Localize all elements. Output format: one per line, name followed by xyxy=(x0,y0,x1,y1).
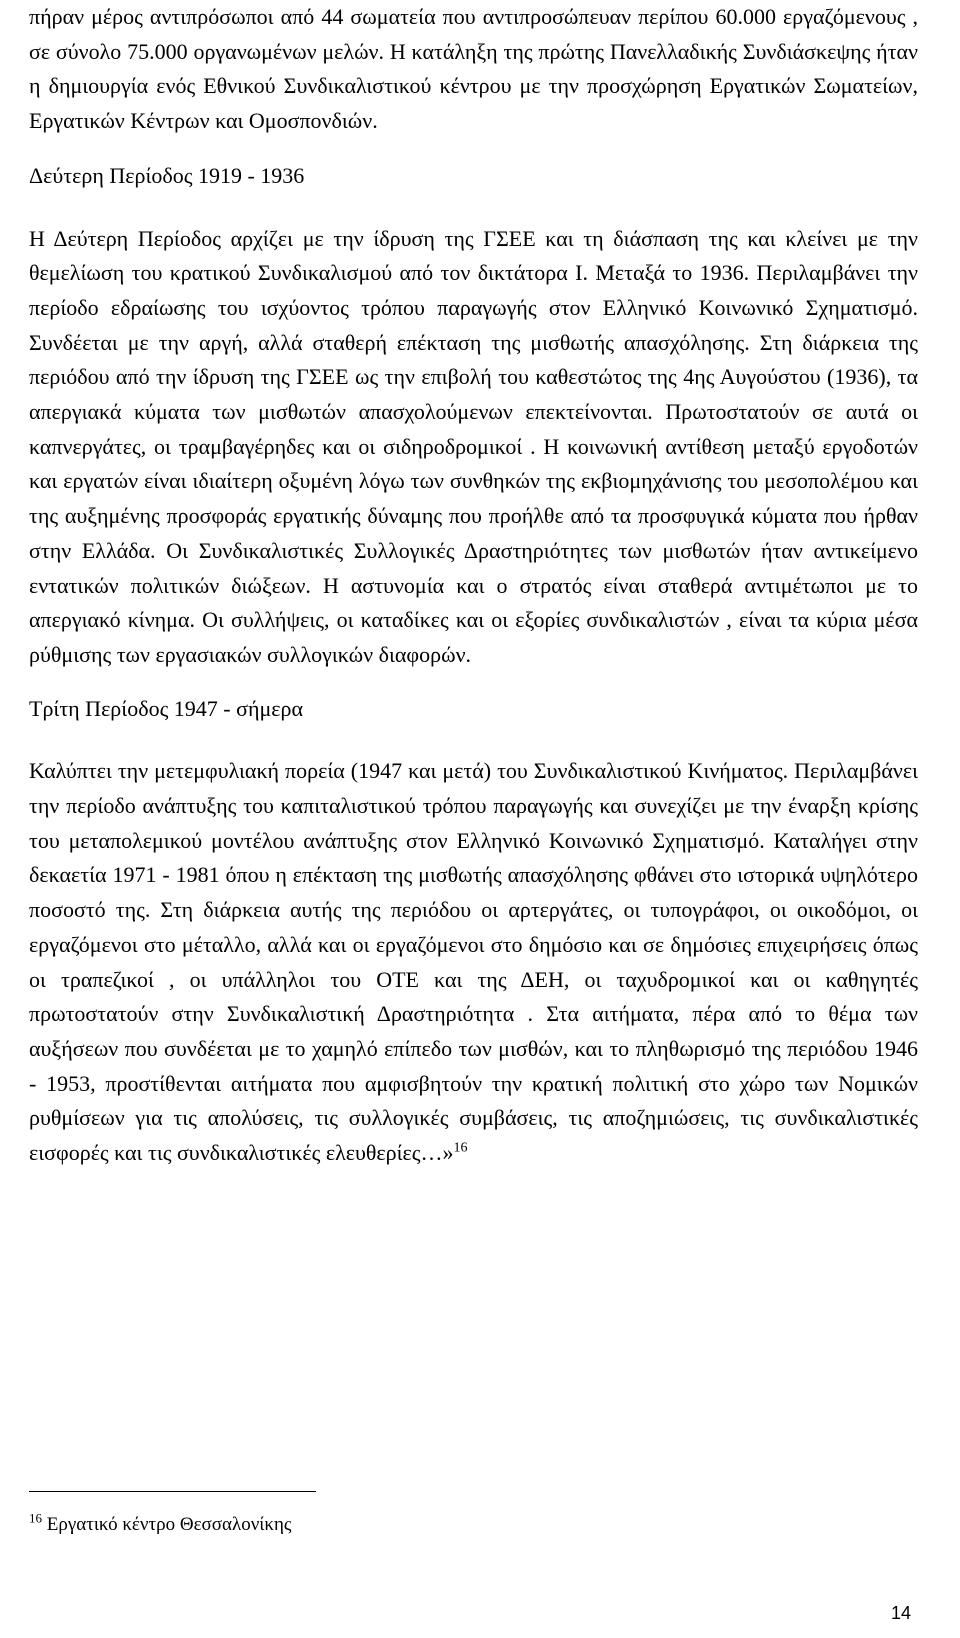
section-heading-second-period: Δεύτερη Περίοδος 1919 - 1936 xyxy=(29,162,305,188)
footnote-number: 16 xyxy=(29,1510,42,1526)
section-heading-third-period: Τρίτη Περίοδος 1947 - σήμερα xyxy=(29,695,304,721)
document-page xyxy=(29,0,918,1171)
section-paragraph-second-period: Η Δεύτερη Περίοδος αρχίζει με την ίδρυση της ΓΣΕΕ και τη διάσπαση της και κλείνει με την θεμελίωση του κρατικού Συνδικαλισμού από τον δικτάτορα Ι. Μεταξά το 1936. Περιλαμβάνει την περίοδο εδραίωσης του ισχύοντος τρόπου παραγωγής στον Ελληνικό Κοινωνικό Σχηματισμό. Συνδέεται με την αργή, αλλά σταθερή επέκταση της μισθωτής απασχόλησης. Στη διάρκεια της περιόδου από την ίδρυση της ΓΣΕΕ ως την επιβολή του καθεστώτος της 4ης Αυγούστου (1936), τα απεργιακά κύματα των μισθωτών απασχολούμενων επεκτείνονται. Πρωτοστατούν σε αυτά οι καπνεργάτες, οι τραμβαγέρηδες και οι σιδηροδρομικοί . Η κοινωνική αντίθεση μεταξύ εργοδοτών και εργατών είναι ιδιαίτερη οξυμένη λόγω των συνθηκών της εκβιομηχάνισης του μεσοπολέμου και της αυξημένης προσφοράς εργατικής δύναμης που προήλθε από τα προσφυγικά κύματα που ήρθαν στην Ελλάδα. Οι Συνδικαλιστικές Συλλογικές Δραστηριότητες των μισθωτών ήταν αντικείμενο εντατικών πολιτικών διώξεων. Η αστυνομία και ο στρατός είναι σταθερά αντιμέτωποι με το απεργιακό κίνημα. Οι συλλήψεις, οι καταδίκες και οι εξορίες συνδικαλιστών , είναι τα κύρια μέσα ρύθμισης των εργασιακών συλλογικών διαφορών. xyxy=(29,225,918,667)
footnote-text: Εργατικό κέντρο Θεσσαλονίκης xyxy=(46,1514,292,1535)
footnote-reference: 16 xyxy=(453,1140,468,1156)
page-number: 14 xyxy=(890,1603,911,1623)
intro-paragraph: πήραν μέρος αντιπρόσωποι από 44 σωματεία που αντιπροσώπευαν περίπου 60.000 εργαζόμενους , σε σύνολο 75.000 οργανωμένων μελών. Η κατάληξη της πρώτης Πανελλαδικής Συνδιάσκεψης ήταν η δημιουργία ενός Εθνικού Συνδικαλιστικού κέντρου με την προσχώρηση Εργατικών Σωματείων, Εργατικών Κέντρων και Ομοσπονδιών. xyxy=(29,4,918,134)
footnote xyxy=(29,1512,629,1538)
section-paragraph-third-period xyxy=(29,754,918,1170)
footnote-separator xyxy=(29,1491,316,1492)
section-paragraph-third-period-text: Καλύπτει την μετεμφυλιακή πορεία (1947 και μετά) του Συνδικαλιστικού Κινήματος. Περιλαμβάνει την περίοδο ανάπτυξης του καπιταλιστικού τρόπου παραγωγής και συνεχίζει με την έναρξη κρίσης του μεταπολεμικού μοντέλου ανάπτυξης στον Ελληνικό Κοινωνικό Σχηματισμό. Καταλήγει στην δεκαετία 1971 - 1981 όπου η επέκταση της μισθωτής απασχόλησης φθάνει στο ιστορικά υψηλότερο ποσοστό της. Στη διάρκεια αυτής της περιόδου οι αρτεργάτες, οι τυπογράφοι, οι οικοδόμοι, οι εργαζόμενοι στο μέταλλο, αλλά και οι εργαζόμενοι στο δημόσιο και σε δημόσιες επιχειρήσεις όπως οι τραπεζικοί , οι υπάλληλοι του ΟΤΕ και της ΔΕΗ, οι ταχυδρομικοί και οι καθηγητές πρωτοστατούν στην Συνδικαλιστική Δραστηριότητα . Στα αιτήματα, πέρα από το θέμα των αυξήσεων που συνδέεται με το χαμηλό επίπεδο των μισθών, και το πληθωρισμό της περιόδου 1946 - 1953, προστίθενται αιτήματα που αμφισβητούν την κρατική πολιτική στο χώρο των Νομικών ρυθμίσεων για τις απολύσεις, τις συλλογικές συμβάσεις, τις αποζημιώσεις, τις συνδικαλιστικές εισφορές και τις συνδικαλιστικές ελευθερίες…» xyxy=(29,758,918,1166)
